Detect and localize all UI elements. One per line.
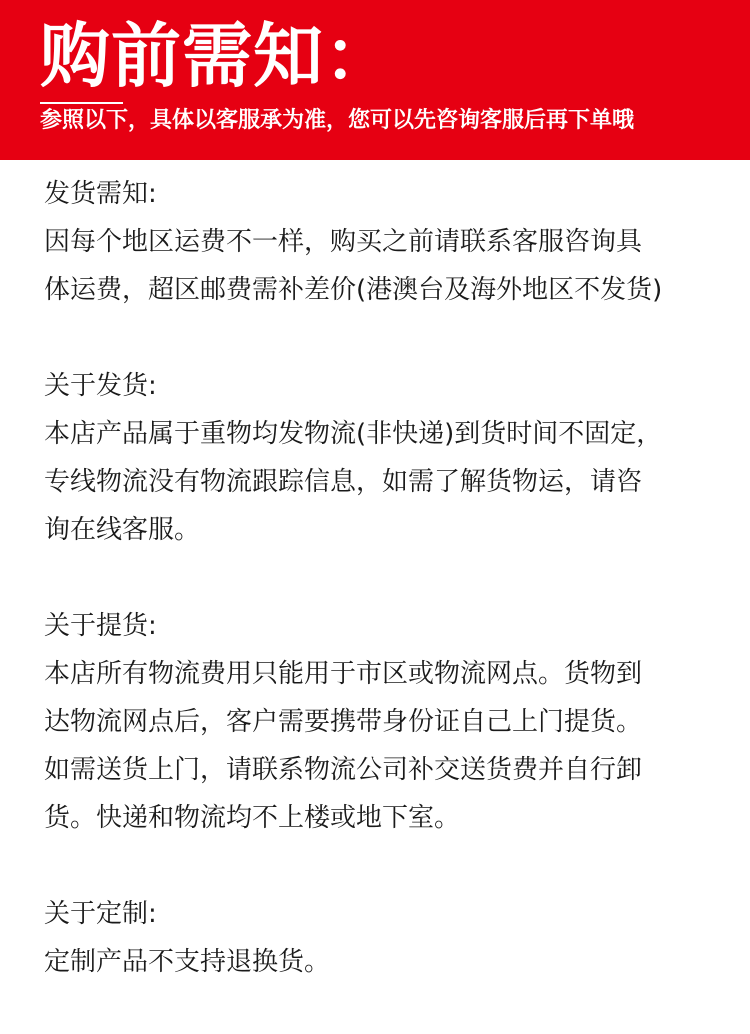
section-line: 本店所有物流费用只能用于市区或物流网点。货物到 bbox=[44, 659, 643, 689]
section-line: 达物流网点后，客户需要携带身份证自己上门提货。 bbox=[44, 707, 643, 737]
section-heading: 关于提货: bbox=[44, 611, 157, 641]
banner-title: 购前需知： bbox=[40, 15, 395, 97]
section-line: 因每个地区运费不一样，购买之前请联系客服咨询具 bbox=[44, 227, 643, 257]
section-heading: 发货需知: bbox=[44, 179, 157, 209]
section-line: 货。快递和物流均不上楼或地下室。 bbox=[44, 803, 461, 833]
section-line: 如需送货上门，请联系物流公司补交送货费并自行卸 bbox=[44, 755, 643, 785]
section-about-customization bbox=[44, 890, 724, 986]
notice-banner bbox=[0, 0, 750, 160]
section-heading: 关于发货: bbox=[44, 371, 157, 401]
section-line: 本店产品属于重物均发物流(非快递)到货时间不固定， bbox=[44, 419, 663, 449]
section-shipping-notice bbox=[44, 170, 724, 314]
notice-content bbox=[44, 170, 724, 1034]
section-line: 询在线客服。 bbox=[44, 515, 201, 545]
section-line: 定制产品不支持退换货。 bbox=[44, 947, 331, 977]
banner-subtitle: 参照以下，具体以客服承为准，您可以先咨询客服后再下单哦 bbox=[40, 108, 635, 133]
section-line: 体运费，超区邮费需补差价(港澳台及海外地区不发货) bbox=[44, 275, 663, 305]
section-about-pickup bbox=[44, 602, 724, 842]
section-heading: 关于定制: bbox=[44, 899, 157, 929]
section-line: 专线物流没有物流跟踪信息，如需了解货物运，请咨 bbox=[44, 467, 643, 497]
section-about-shipping bbox=[44, 362, 724, 554]
